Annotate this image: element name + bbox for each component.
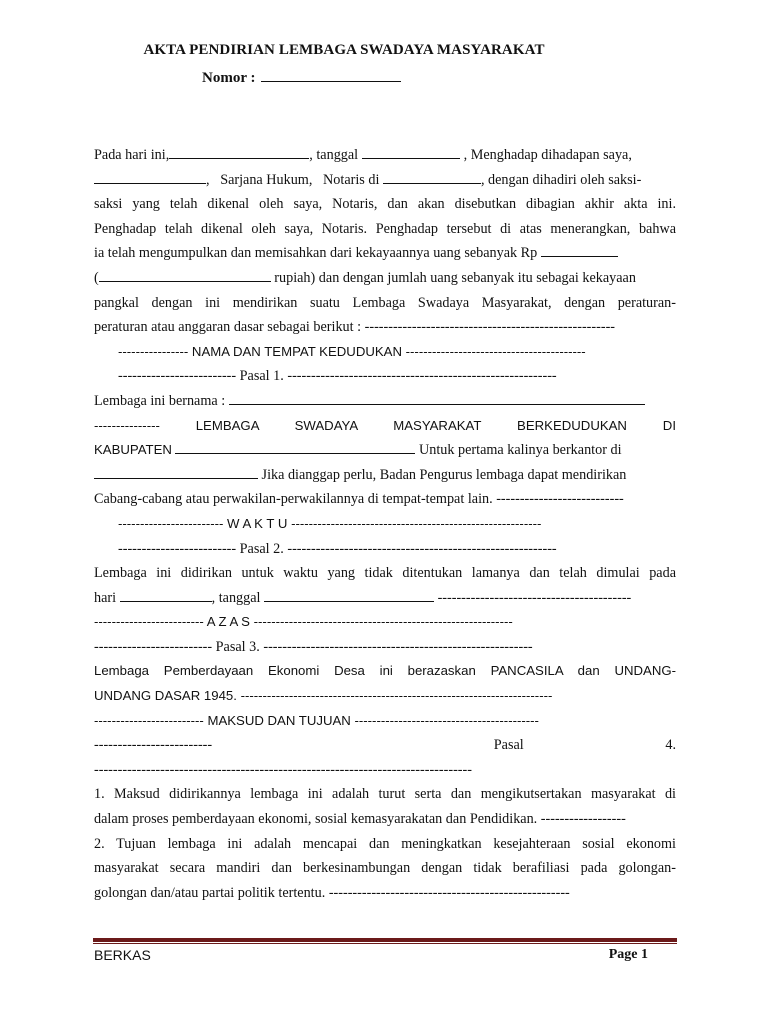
body-line: ( rupiah) dan dengan jumlah uang sebanyak itu sebagai kekayaan: [94, 266, 676, 291]
pasal-heading: ------------------------- Pasal 1. ---------------------------------------------------------: [118, 368, 557, 385]
body-line: ia telah mengumpulkan dan memisahkan dari kekayaannya uang sebanyak Rp: [94, 241, 676, 266]
body-line: UNDANG DASAR 1945. -----------------------------------------------------------------------: [94, 688, 553, 704]
pasal-heading: ------------------------- Pasal 2. ---------------------------------------------------------: [118, 540, 557, 557]
footer-left-text: BERKAS: [94, 947, 151, 963]
section-heading: ---------------- NAMA DAN TEMPAT KEDUDUKAN -----------------------------------------: [118, 343, 586, 359]
section-heading: ------------------------- A Z A S -----------------------------------------------------------: [94, 614, 513, 630]
body-line: --------------- LEMBAGA SWADAYA MASYARAKAT BERKEDUDUKAN DI: [94, 417, 676, 433]
body-line: dalam proses pemberdayaan ekonomi, sosial kemasyarakatan dan Pendidikan. ------------------: [94, 811, 626, 828]
footer-rule-thin: [93, 943, 677, 944]
body-line: Lembaga Pemberdayaan Ekonomi Desa ini berazaskan PANCASILA dan UNDANG-: [94, 663, 676, 679]
body-line: Lembaga ini bernama :: [94, 389, 676, 414]
document-body: [94, 143, 676, 905]
body-line: Pada hari ini, , tanggal , Menghadap dihadapan saya,: [94, 143, 676, 168]
body-line: KABUPATEN Untuk pertama kalinya berkantor di: [94, 438, 676, 463]
body-line: Jika dianggap perlu, Badan Pengurus lembaga dapat mendirikan: [94, 463, 676, 488]
nomor-blank: [261, 68, 401, 82]
body-line: Lembaga ini didirikan untuk waktu yang tidak ditentukan lamanya dan telah dimulai pada: [94, 565, 676, 582]
footer-rule: [93, 938, 677, 942]
body-line: Penghadap telah dikenal oleh saya, Notaris. Penghadap tersebut di atas menerangkan, bahwa: [94, 220, 676, 237]
body-line: masyarakat secara mandiri dan berkesinambungan dengan tidak berafiliasi pada golongan-: [94, 860, 676, 877]
document-title: AKTA PENDIRIAN LEMBAGA SWADAYA MASYARAKAT: [143, 42, 545, 58]
pasal-heading: ------------------------- Pasal 4.: [94, 737, 676, 754]
page-number: Page 1: [608, 947, 648, 962]
pasal-heading: ------------------------- Pasal 3. ---------------------------------------------------------: [94, 638, 533, 655]
body-line: hari , tanggal -----------------------------------------: [94, 586, 676, 611]
body-line: peraturan atau anggaran dasar sebagai berikut : -----------------------------------------------------: [94, 319, 616, 336]
body-line: 2. Tujuan lembaga ini adalah mencapai dan meningkatkan kesejahteraan sosial ekonomi: [94, 835, 676, 852]
body-line: , Sarjana Hukum, Notaris di , dengan dihadiri oleh saksi-: [94, 168, 676, 193]
nomor-label: Nomor :: [202, 70, 256, 86]
section-heading: ------------------------- MAKSUD DAN TUJUAN ------------------------------------------: [94, 712, 539, 728]
section-heading: ------------------------ W A K T U ---------------------------------------------------------: [118, 515, 542, 531]
body-line: golongan dan/atau partai politik tertentu. ---------------------------------------------------: [94, 884, 570, 901]
nomor-line: [202, 68, 401, 87]
body-line: --------------------------------------------------------------------------------: [94, 761, 472, 778]
body-line: Cabang-cabang atau perwakilan-perwakilannya di tempat-tempat lain. ---------------------------: [94, 491, 624, 508]
body-line: 1. Maksud didirikannya lembaga ini adalah turut serta dan mengikutsertakan masyarakat di: [94, 786, 676, 803]
body-line: pangkal dengan ini mendirikan suatu Lembaga Swadaya Masyarakat, dengan peraturan-: [94, 294, 676, 311]
body-line: saksi yang telah dikenal oleh saya, Notaris, dan akan disebutkan dibagian akhir akta ini.: [94, 196, 676, 213]
